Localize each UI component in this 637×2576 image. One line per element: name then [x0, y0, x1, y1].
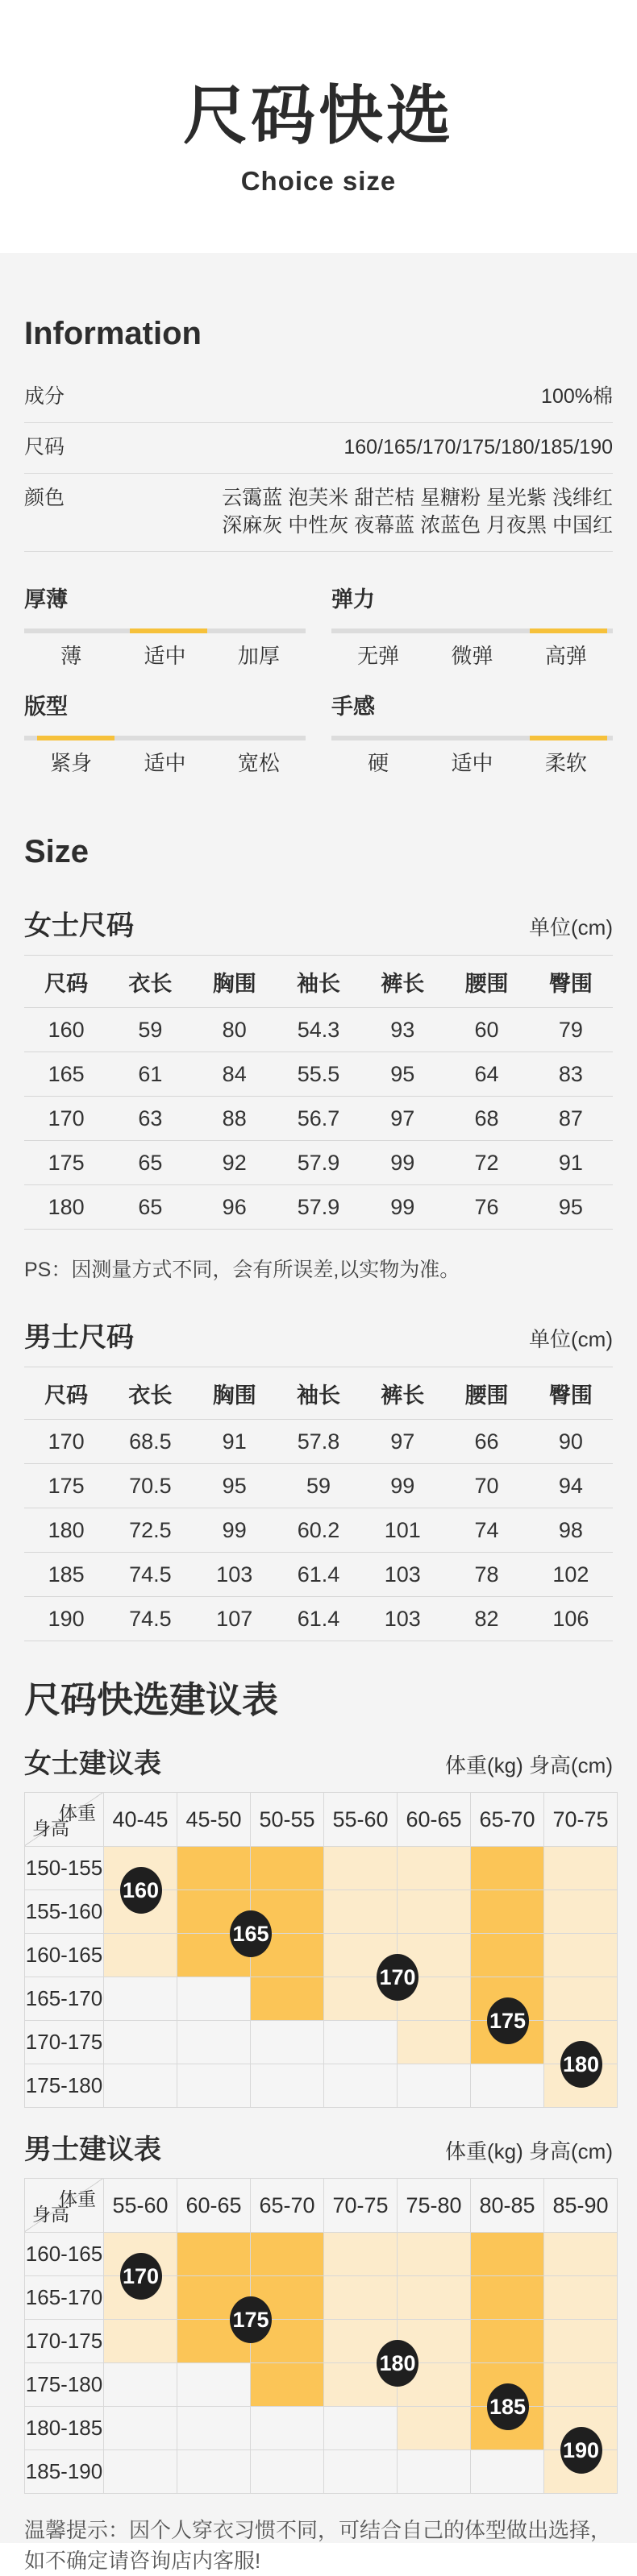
suggest-cell [544, 2320, 617, 2362]
slider-option: 高弹 [544, 644, 587, 668]
suggest-cell [544, 1890, 617, 1933]
size-col-header: 尺码 [44, 1383, 89, 1408]
slider-fill-indicator [530, 736, 607, 740]
slider-option: 紧身 [50, 751, 93, 775]
suggest-cell [251, 1847, 323, 1889]
size-table-row [24, 1097, 613, 1141]
slider-option: 宽松 [237, 751, 280, 775]
suggest-cell [471, 2276, 543, 2319]
suggest-cell [104, 2021, 177, 2064]
size-cell: 106 [552, 1606, 589, 1631]
slider-option: 硬 [368, 751, 389, 775]
weight-range-header: 55-60 [324, 1793, 397, 1846]
suggest-cell [177, 1977, 250, 2020]
suggest-cell [104, 1977, 177, 2020]
info-value: 100%棉 [541, 385, 613, 408]
suggest-cell [251, 2021, 323, 2064]
size-cell: 175 [48, 1150, 85, 1175]
suggest-cell [544, 1847, 617, 1889]
suggest-cell [177, 2233, 250, 2275]
info-label: 颜色 [24, 487, 65, 509]
height-range-label: 180-185 [25, 2407, 103, 2449]
size-col-header: 袖长 [296, 971, 340, 996]
suggest-cell [471, 1934, 543, 1977]
size-cell: 180 [48, 1517, 85, 1542]
info-label: 尺码 [24, 436, 65, 458]
size-cell: 103 [216, 1562, 253, 1587]
size-table-row [24, 1553, 613, 1597]
suggest-cell [398, 1847, 470, 1889]
corner-weight-label: 体重 [59, 2188, 96, 2209]
slider-label: 手感 [331, 695, 375, 719]
size-cell: 70.5 [129, 1473, 172, 1498]
size-cell: 97 [390, 1429, 415, 1454]
suggest-cell [398, 1890, 470, 1933]
suggest-cell [104, 2407, 177, 2449]
suggest-cell [251, 2233, 323, 2275]
womens-size-title: 女士尺码 [24, 911, 134, 941]
size-cell: 170 [48, 1105, 85, 1130]
slider-option: 加厚 [237, 644, 280, 668]
unit-label: 单位(cm) [529, 915, 613, 940]
size-cell: 94 [558, 1473, 583, 1498]
corner-height-label: 身高 [32, 1818, 69, 1839]
size-cell: 60 [474, 1017, 499, 1042]
size-cell: 61.4 [297, 1562, 340, 1587]
size-cell: 84 [222, 1061, 247, 1086]
suggest-cell [324, 2064, 397, 2107]
size-col-header: 胸围 [212, 1383, 256, 1408]
slider-feel [331, 695, 613, 776]
size-table-row [24, 1008, 613, 1052]
height-range-label: 155-160 [25, 1890, 103, 1933]
height-range-label: 175-180 [25, 2064, 103, 2107]
info-value: 160/165/170/175/180/185/190 [343, 436, 613, 458]
size-cell: 68 [474, 1105, 499, 1130]
size-cell: 96 [222, 1194, 247, 1219]
size-badge: 160 [120, 1867, 162, 1914]
height-range-label: 170-175 [25, 2021, 103, 2064]
size-cell: 101 [384, 1517, 421, 1542]
size-cell: 72.5 [129, 1517, 172, 1542]
size-cell: 66 [474, 1429, 499, 1454]
corner-height-label: 身高 [32, 2204, 69, 2225]
womens-suggest-title: 女士建议表 [24, 1748, 161, 1779]
suggest-cell [104, 2363, 177, 2406]
size-table-row [24, 1420, 613, 1464]
suggest-cell [544, 2233, 617, 2275]
size-cell: 74.5 [129, 1562, 172, 1587]
size-col-header: 衣长 [128, 971, 173, 996]
mens-suggest-title: 男士建议表 [24, 2134, 161, 2165]
size-table-header-row [24, 1367, 613, 1420]
size-table-row [24, 1464, 613, 1508]
size-table-header-row [24, 956, 613, 1008]
suggest-cell [324, 2021, 397, 2064]
womens-size-table [24, 955, 613, 1230]
slider-options [331, 643, 613, 669]
size-col-header: 腰围 [464, 1383, 509, 1408]
size-table-row [24, 1185, 613, 1230]
size-col-header: 腰围 [464, 971, 509, 996]
slider-fit [24, 695, 306, 776]
suggest-cell [471, 2064, 543, 2107]
size-cell: 190 [48, 1606, 85, 1631]
size-col-header: 裤长 [381, 1383, 425, 1408]
size-cell: 93 [390, 1017, 415, 1042]
size-table-row [24, 1508, 613, 1553]
weight-height-units: 体重(kg) 身高(cm) [445, 2139, 613, 2163]
size-cell: 99 [222, 1517, 247, 1542]
suggest-cell [104, 1934, 177, 1977]
size-cell: 72 [474, 1150, 499, 1175]
size-cell: 82 [474, 1606, 499, 1631]
womens-suggest-table [24, 1792, 618, 2108]
suggest-cell [104, 2320, 177, 2362]
slider-label: 弹力 [331, 587, 375, 612]
suggest-cell [471, 2450, 543, 2493]
suggest-cell [324, 2450, 397, 2493]
suggest-cell [398, 2233, 470, 2275]
size-col-header: 臀围 [548, 1383, 593, 1408]
suggest-cell [471, 2320, 543, 2362]
weight-range-header: 60-65 [177, 2179, 250, 2232]
corner-weight-label: 体重 [59, 1802, 96, 1823]
size-cell: 160 [48, 1017, 85, 1042]
suggest-cell [471, 1847, 543, 1889]
size-cell: 54.3 [297, 1017, 340, 1042]
content-area [0, 253, 637, 2573]
color-names-line1: 云霭蓝 泡芙米 甜芒桔 星糖粉 星光紫 浅绯红 [222, 487, 613, 509]
size-cell: 90 [558, 1429, 583, 1454]
info-value [222, 484, 613, 539]
size-cell: 74.5 [129, 1606, 172, 1631]
suggest-cell [251, 2407, 323, 2449]
slider-options [24, 750, 306, 776]
size-cell: 165 [48, 1061, 85, 1086]
size-cell: 91 [222, 1429, 247, 1454]
height-range-label: 160-165 [25, 2233, 103, 2275]
suggestion-heading: 尺码快选建议表 [24, 1679, 279, 1720]
slider-elasticity [331, 587, 613, 669]
size-col-header: 衣长 [128, 1383, 173, 1408]
suggest-cell [544, 2363, 617, 2406]
suggest-cell [544, 1977, 617, 2020]
size-col-header: 尺码 [44, 971, 89, 996]
size-cell: 63 [138, 1105, 163, 1130]
size-cell: 76 [474, 1194, 499, 1219]
page-subtitle: Choice size [240, 166, 397, 196]
suggest-cell [398, 2064, 470, 2107]
slider-option: 适中 [144, 751, 186, 775]
size-badge: 170 [377, 1954, 418, 2001]
weight-range-header: 70-75 [324, 2179, 397, 2232]
size-badge: 180 [377, 2340, 418, 2387]
color-names-line2: 深麻灰 中性灰 夜幕蓝 浓蓝色 月夜黑 中国红 [222, 514, 613, 537]
size-cell: 57.9 [297, 1150, 340, 1175]
size-cell: 91 [558, 1150, 583, 1175]
size-cell: 99 [390, 1194, 415, 1219]
mens-suggest-table [24, 2178, 618, 2494]
slider-track [24, 736, 306, 740]
weight-range-header: 65-70 [251, 2179, 323, 2232]
weight-range-header: 65-70 [471, 1793, 543, 1846]
info-label: 成分 [24, 385, 65, 408]
height-range-label: 175-180 [25, 2363, 103, 2406]
size-col-header: 裤长 [381, 971, 425, 996]
suggest-cell [251, 2064, 323, 2107]
mens-size-table-head [24, 1315, 613, 1354]
slider-option: 柔软 [544, 751, 587, 775]
information-rows [24, 372, 613, 552]
size-cell: 64 [474, 1061, 499, 1086]
size-cell: 95 [390, 1061, 415, 1086]
weight-range-header: 55-60 [104, 2179, 177, 2232]
size-cell: 83 [558, 1061, 583, 1086]
slider-track [24, 628, 306, 633]
size-cell: 180 [48, 1194, 85, 1219]
size-cell: 80 [222, 1017, 247, 1042]
weight-range-header: 75-80 [398, 2179, 470, 2232]
size-cell: 56.7 [297, 1105, 340, 1130]
size-cell: 61 [138, 1061, 163, 1086]
size-cell: 60.2 [297, 1517, 340, 1542]
suggest-cell [324, 1890, 397, 1933]
size-cell: 102 [552, 1562, 589, 1587]
suggest-cell [177, 2450, 250, 2493]
size-cell: 88 [222, 1105, 247, 1130]
size-cell: 107 [216, 1606, 253, 1631]
suggest-cell [177, 1847, 250, 1889]
mens-size-table [24, 1367, 613, 1641]
size-badge: 175 [230, 2296, 272, 2343]
size-cell: 95 [222, 1473, 247, 1498]
womens-suggest-head [24, 1741, 613, 1781]
size-cell: 185 [48, 1562, 85, 1587]
size-col-header: 袖长 [296, 1383, 340, 1408]
size-cell: 78 [474, 1562, 499, 1587]
weight-range-header: 40-45 [104, 1793, 177, 1846]
size-cell: 61.4 [297, 1606, 340, 1631]
size-table-row [24, 1052, 613, 1097]
suggest-cell [398, 2021, 470, 2064]
size-cell: 65 [138, 1194, 163, 1219]
weight-range-header: 80-85 [471, 2179, 543, 2232]
size-badge: 170 [120, 2253, 162, 2300]
suggest-cell [177, 2407, 250, 2449]
slider-option: 微弹 [451, 644, 493, 668]
size-cell: 74 [474, 1517, 499, 1542]
attribute-sliders [24, 587, 613, 776]
suggest-cell [471, 1890, 543, 1933]
weight-range-header: 70-75 [544, 1793, 617, 1846]
size-badge: 165 [230, 1910, 272, 1957]
size-cell: 68.5 [129, 1429, 172, 1454]
footer-tip: 温馨提示：因个人穿衣习惯不同，可结合自己的体型做出选择，如不确定请咨询店内客服! [24, 2518, 612, 2573]
size-cell: 99 [390, 1150, 415, 1175]
page-title: 尺码快选 [183, 80, 454, 151]
weight-height-corner-cell [25, 2179, 103, 2232]
weight-range-header: 45-50 [177, 1793, 250, 1846]
slider-option: 适中 [144, 644, 186, 668]
slider-fill-indicator [530, 628, 607, 633]
size-table-row [24, 1597, 613, 1641]
size-cell: 97 [390, 1105, 415, 1130]
info-row-composition [24, 372, 613, 423]
suggest-cell [177, 2021, 250, 2064]
size-cell: 92 [222, 1150, 247, 1175]
size-heading: Size [24, 834, 90, 869]
slider-track [331, 736, 613, 740]
slider-option: 无弹 [357, 644, 400, 668]
suggest-cell [177, 2064, 250, 2107]
suggest-cell [324, 2407, 397, 2449]
slider-option: 适中 [451, 751, 493, 775]
size-cell: 87 [558, 1105, 583, 1130]
size-cell: 103 [384, 1606, 421, 1631]
size-cell: 98 [558, 1517, 583, 1542]
suggest-cell [324, 2276, 397, 2319]
information-heading: Information [24, 316, 202, 351]
size-cell: 170 [48, 1429, 85, 1454]
size-cell: 95 [558, 1194, 583, 1219]
size-badge: 190 [560, 2427, 602, 2474]
suggest-cell [398, 2450, 470, 2493]
suggest-cell [104, 2450, 177, 2493]
size-cell: 55.5 [297, 1061, 340, 1086]
suggest-cell [251, 2450, 323, 2493]
info-row-sizes [24, 423, 613, 474]
size-cell: 57.8 [297, 1429, 340, 1454]
suggest-cell [544, 2276, 617, 2319]
suggest-cell [324, 2233, 397, 2275]
size-cell: 103 [384, 1562, 421, 1587]
size-col-header: 臀围 [548, 971, 593, 996]
size-col-header: 胸围 [212, 971, 256, 996]
suggest-cell [544, 1934, 617, 1977]
size-cell: 79 [558, 1017, 583, 1042]
slider-options [331, 750, 613, 776]
size-cell: 57.9 [297, 1194, 340, 1219]
mens-size-title: 男士尺码 [24, 1322, 134, 1353]
weight-range-header: 60-65 [398, 1793, 470, 1846]
suggest-cell [104, 2064, 177, 2107]
suggest-cell [324, 1847, 397, 1889]
size-cell: 65 [138, 1150, 163, 1175]
slider-track [331, 628, 613, 633]
slider-option: 薄 [60, 644, 82, 668]
unit-label: 单位(cm) [529, 1327, 613, 1351]
size-table-row [24, 1141, 613, 1185]
measurement-note: PS：因测量方式不同，会有所误差,以实物为准。 [24, 1259, 460, 1281]
suggest-cell [251, 2363, 323, 2406]
size-cell: 99 [390, 1473, 415, 1498]
height-range-label: 160-165 [25, 1934, 103, 1977]
slider-options [24, 643, 306, 669]
size-badge: 180 [560, 2041, 602, 2088]
height-range-label: 185-190 [25, 2450, 103, 2493]
weight-range-header: 85-90 [544, 2179, 617, 2232]
info-row-colors [24, 474, 613, 552]
suggest-cell [398, 2407, 470, 2449]
height-range-label: 165-170 [25, 1977, 103, 2020]
size-badge: 175 [487, 1997, 529, 2044]
weight-range-header: 50-55 [251, 1793, 323, 1846]
size-cell: 59 [306, 1473, 331, 1498]
size-cell: 70 [474, 1473, 499, 1498]
height-range-label: 150-155 [25, 1847, 103, 1889]
suggest-cell [471, 2233, 543, 2275]
slider-label: 厚薄 [24, 587, 68, 612]
height-range-label: 165-170 [25, 2276, 103, 2319]
size-cell: 59 [138, 1017, 163, 1042]
womens-size-table-head [24, 903, 613, 943]
suggest-cell [251, 1977, 323, 2020]
size-badge: 185 [487, 2383, 529, 2430]
size-cell: 175 [48, 1473, 85, 1498]
slider-thickness [24, 587, 306, 669]
suggest-cell [177, 2363, 250, 2406]
height-range-label: 170-175 [25, 2320, 103, 2362]
slider-fill-indicator [130, 628, 207, 633]
slider-label: 版型 [24, 695, 68, 719]
suggest-cell [398, 2276, 470, 2319]
weight-height-units: 体重(kg) 身高(cm) [445, 1753, 613, 1777]
slider-fill-indicator [37, 736, 114, 740]
mens-suggest-head [24, 2127, 613, 2167]
weight-height-corner-cell [25, 1793, 103, 1846]
hero-banner [0, 0, 637, 253]
